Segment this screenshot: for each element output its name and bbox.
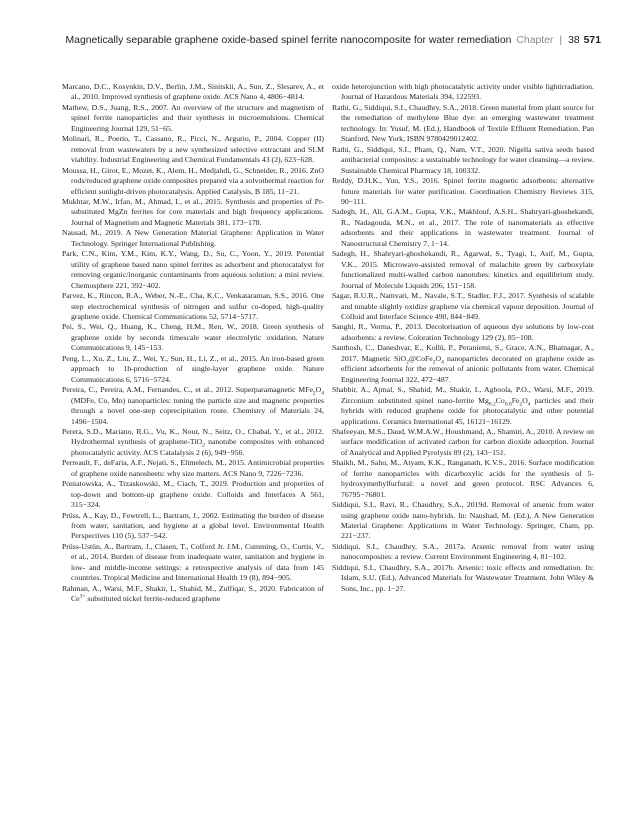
chapter-number: 38 <box>568 35 580 46</box>
reference-entry: Sadegh, H., Shahryari-ghoshekandi, R., Agarwal, S., Tyagi, I., Asif, M., Gupta, V.K., 2015. Microwave-assisted removal of malachite green by carboxylate functionalized multi-walled carbon nanotubes: kinetics and equilibrium study. Journal of Molecule Liquids 206, 151−158. <box>332 249 594 290</box>
reference-entry: Prüss, A., Kay, D., Fewtrell, L., Bartram, J., 2002. Estimating the burden of disease from water, sanitation, and hygiene at a global level. Environmental Health Perspectives 110 (5), 537−542. <box>62 510 324 541</box>
reference-entry: Mukhtar, M.W., Irfan, M., Ahmad, I., et al., 2015. Synthesis and properties of Pr-substituted MgZn ferrites for core materials and high frequency applications. Journal of Magnetism and Magnetic Materials 381, 173−178. <box>62 196 324 227</box>
running-title: Magnetically separable graphene oxide-based spinel ferrite nanocomposite for water remediation <box>65 35 512 46</box>
reference-entry: Rathi, G., Siddiqui, S.I., Chaudhry, S.A., 2018. Green material from plant source for the remediation of methylene Blue dye: an emerging wastewater treatment technology. In: Yusuf, M. (Ed.), Handbook of Textile Effluent Remediation. Pan Stanford, New York, ISBN 9780429012402. <box>332 102 594 144</box>
reference-entry: Molinari, R., Poerio, T., Cassano, R., Picci, N., Argurio, P., 2004. Copper (II) removal from wastewaters by a new synthesized selective extractant and SLM viability. Industrial Engineering and Chemical Fundamentals 43 (2), 623−628. <box>62 134 324 165</box>
reference-entry: Prüss-Ustün, A., Bartram, J., Clasen, T., Colford Jr. J.M., Cumming, O., Curtis, V., et al., 2014. Burden of disease from inadequate water, sanitation and hygiene in low- and middle-income settings: a retrospective analysis of data from 145 countries. Tropical Medicine and International Health 19 (8), 894−905. <box>62 541 324 583</box>
header-separator: | <box>559 35 563 46</box>
reference-entry: Rahman, A., Warsi, M.F., Shakir, I., Shahid, M., Zulfiqar, S., 2020. Fabrication of $Ce^{3+}$ substituted nickel ferrite-reduced graphene <box>62 583 324 604</box>
reference-entry: Perera, S.D., Mariano, R.G., Vu, K., Nour, N., Seitz, O., Chabal, Y., et al., 2012. Hydrothermal synthesis of graphene-TiO$_2$ nanotube composites with enhanced photocatalytic activity. ACS Catalalysis 2 (6), 949−956. <box>62 426 324 457</box>
reference-entry: Sagar, R.U.R., Namvari, M., Navale, S.T., Stadler, F.J., 2017. Synthesis of scalable and tunable slightly oxidize graphene via chemical vapour deposition. Journal of Colloid and Interface Science 490, 844−849. <box>332 291 594 321</box>
reference-entry: Sadegh, H., Ali, G.A.M., Gupta, V.K., Makhlouf, A.S.H., Shahryari-ghoshekandi, R., Nadagouda, M.N., et al., 2017. The role of nanomaterials as effective adsorbents and their applications in wastewater treatment. Journal of Nanostructural Chemistry 7, 1−14. <box>332 207 594 248</box>
reference-entry: Moussa, H., Girot, E., Mozet, K., Alem, H., Medjahdi, G., Schneider, R., 2016. ZnO rods/reduced graphene oxide composites prepared via a solvothermal reaction for efficient sunlight-driven photocatalysis. Applied Catalysis, B 185, 11−21. <box>62 165 324 196</box>
reference-entry: Pereira, C., Pereira, A.M., Fernandes, C., et al., 2012. Superparamagnetic $MFe_2O_4$ (MDFe, Co, Mn) nanoparticles: tuning the particle size and magnetic properties through a novel one-step coprecipitation route. Chemistry of Materials 24, 1496−1504. <box>62 385 324 426</box>
reference-entry: Sanghi, R., Verma, P., 2013. Decolorisation of aqueous dye solutions by low-cost adsorbents: a review. Coloration Technology 129 (2), 85−108. <box>332 322 594 342</box>
running-header <box>66 35 601 46</box>
reference-entry: Marcano, D.C., Kosynkin, D.V., Berlin, J.M., Sinitskii, A., Sun, Z., Slesarev, A., et al., 2010. Improved synthesis of graphene oxide. ACS Nano 4, 4806−4814. <box>62 82 324 102</box>
reference-entry: Shaikh, M., Sahu, M., Atyam, K.K., Ranganath, K.V.S., 2016. Surface modification of ferrite nanoparticles with dicarboxylic acids for the synthesis of 5-hydroxymethylfurfural: a novel and green protocol. RSC Advances 6, 76795−76801. <box>332 458 594 499</box>
reference-entry: Peng, L., Xu, Z., Liu, Z., Wei, Y., Sun, H., Li, Z., et al., 2015. An iron-based green approach to 1h-production of single-layer graphene oxide. Nature Communications 6, 5716−5724. <box>62 353 324 384</box>
reference-entry: Siddiqui, S.I., Chaudhry, S.A., 2017b. Arsenic: toxic effects and remediation. In: Islam, S.U. (Ed.), Advanced Materials for Wastewater Treatment. John Wiley & Sons, Inc., pp. 1−27. <box>332 562 594 593</box>
reference-entry: Perreault, F., deFaria, A.F., Nejati, S., Elimelech, M., 2015. Antimicrobial properties of graphene oxide nanosheets: why size matters. ACS Nano 9, 7226−7236. <box>62 458 324 478</box>
reference-entry: Reddy, D.H.K., Yun, Y.S., 2016. Spinel ferrite magnetic adsorbents: alternative future materials for water purification. Coordination Chemistry Reviews 315, 90−111. <box>332 176 594 206</box>
reference-entry: Nausad, M., 2019. A New Generation Material Graphene: Application in Water Technology. Springer International Publishing. <box>62 228 324 248</box>
reference-column-right <box>332 82 594 594</box>
reference-entry: Santhosh, C., Daneshvar, E., Kollü, P., Peraniemi, S., Grace, A.N., Bhatnagar, A., 2017. Magnetic $SiO_2@CoFe_2O_4$ nanoparticles decorated on graphene oxide as efficient adsorbents for the removal of anionic pollutants from water. Chemical Engineering Journal 322, 472−487. <box>332 343 594 384</box>
reference-entry: Parvez, K., Rincon, R.A., Weber, N.-E., Cha, K.C., Venkataraman, S.S., 2016. One step electrochemical synthesis of nitrogen and sulfur co-doped, high-quality graphene oxide. Chemical Communications 52, 5714−5717. <box>62 291 324 321</box>
reference-entry: Pei, S., Wei, Q., Huang, K., Cheng, H.M., Ren, W., 2018. Green synthesis of graphene oxide by seconds timescale water electrolytic oxidation. Nature Communications 9, 145−153. <box>62 322 324 353</box>
reference-entry: Shafeeyan, M.S., Daud, W.M.A.W., Houshmand, A., Shamiri, A., 2010. A review on surface modification of activated carbon for carbon dioxide adsorption. Journal of Analytical and Applied Pyrolysis 89 (2), 143−151. <box>332 426 594 457</box>
reference-entry: Siddiqui, S.I., Ravi, R., Chaudhry, S.A., 2019d. Removal of arsenic from water using graphene oxide nano-hybrids. In: Naushad, M. (Ed.), A New Generation Material Graphene: Applications in Water Technology. Springer, Cham, pp. 221−237. <box>332 500 594 541</box>
reference-column-left <box>62 82 324 605</box>
reference-entry: Rathi, G., Siddiqui, S.I., Pham, Q., Nam, V.T., 2020. Nigella sativa seeds based antibacterial composites: a sustainable technology for water cleansing—a review. Sustainable Chemical Pharmacy 18, 100332. <box>332 144 594 175</box>
chapter-label: Chapter <box>516 35 554 46</box>
reference-entry: Siddiqui, S.I., Chaudhry, S.A., 2017a. Arsenic removal from water using nanocomposites: a review. Current Environment Engineering 4, 81−102. <box>332 541 594 562</box>
page-number: 571 <box>583 35 601 46</box>
reference-entry: Park, C.N., Kim, Y.M., Kim, K.Y., Wang, D., Su, C., Yoon, Y., 2019. Potential utility of graphene based nano spinel ferrites as adsorbent and photocatalyst for removing organic/inorganic contaminants from aqueous solution: a mini review. Chemosphere 221, 392−402. <box>62 249 324 290</box>
reference-entry: Shabbir, A., Ajmal, S., Shahid, M., Shakir, I., Agboola, P.O., Warsi, M.F., 2019. Zirconium substituted spinel nano-ferrite $Mg_{0.2}Co_{0.8}Fe_2O_4$ particles and their hybrids with reduced graphene oxide for photocatalytic and other potential applications. Ceramics International 45, 16121−16129. <box>332 385 594 426</box>
reference-entry: Mathew, D.S., Juang, R.S., 2007. An overview of the structure and magnetism of spinel ferrite nanoparticles and their synthesis in microemulsions. Chemical Engineering Journal 129, 51−65. <box>62 102 324 133</box>
reference-entry: oxide heterojunction with high photocatalytic activity under visible lightirradiation. Journal of Hazardous Materials 394, 122593. <box>332 82 594 102</box>
reference-entry: Poniatowska, A., Trzaskowski, M., Ciach, T., 2019. Production and properties of top-down and bottom-up graphene oxide. Colloids and Interfaces A 561, 315−324. <box>62 479 324 510</box>
